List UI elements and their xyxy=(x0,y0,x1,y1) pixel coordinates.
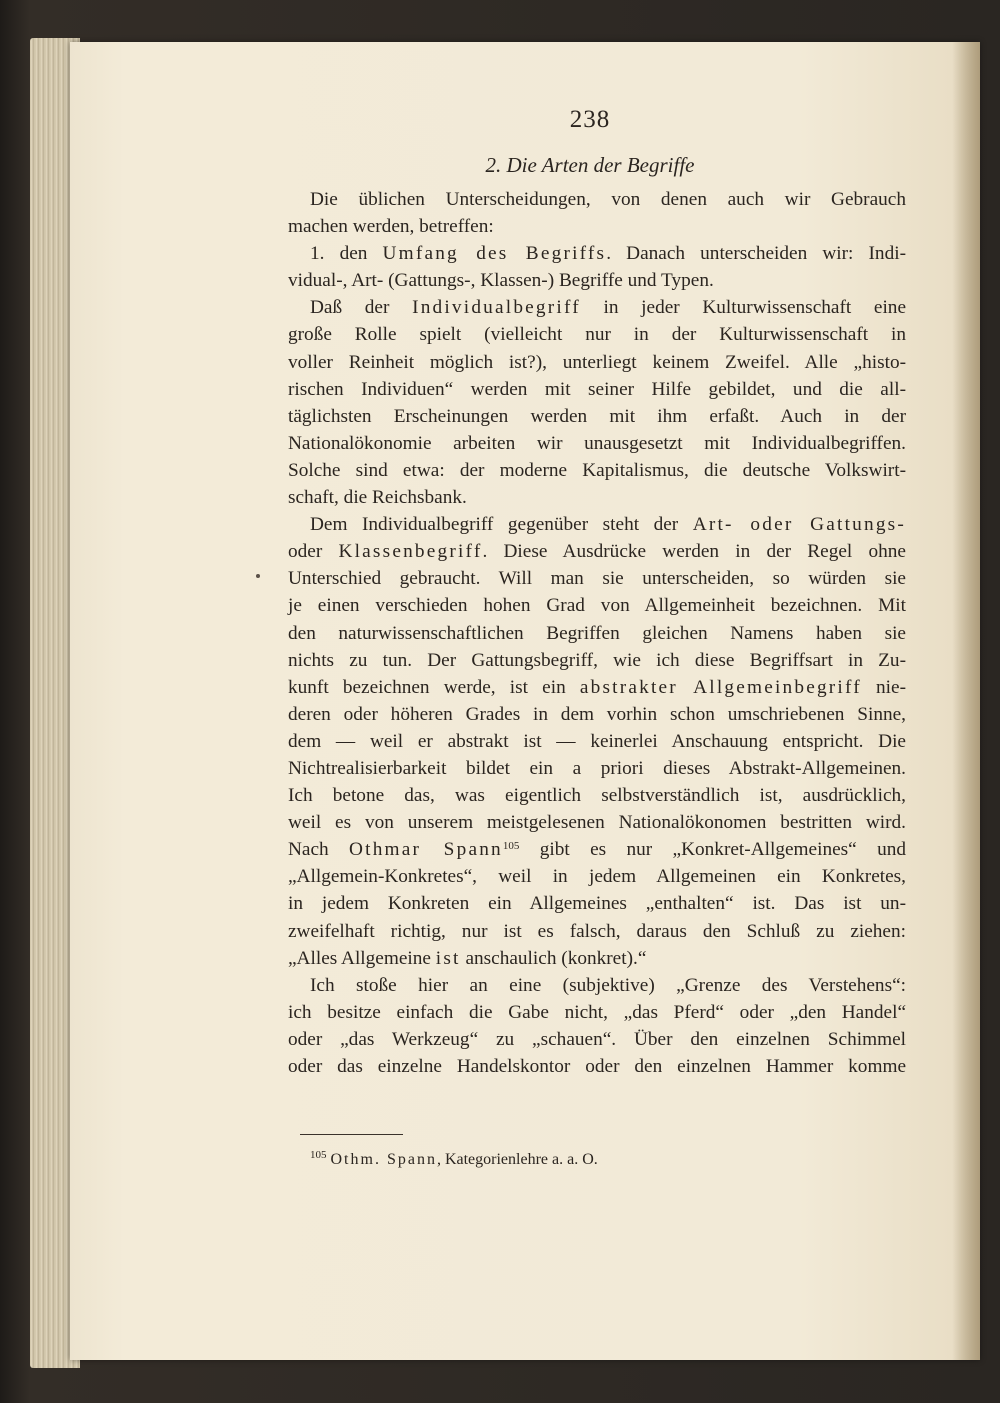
section-title: 2. Die Arten der Begriffe xyxy=(485,153,695,177)
text-line: vidual-, Art- (Gattungs-, Klassen-) Begriffe und Typen. xyxy=(288,270,714,292)
text-line: weil es von unserem meistgelesenen Nationalökonomen bestritten wird. xyxy=(288,812,906,834)
text-run: „Alles Allgemeine xyxy=(288,947,436,969)
text-line xyxy=(288,674,906,701)
text-line: je einen verschieden hohen Grad von Allgemeinheit bezeichnen. Mit xyxy=(288,595,906,617)
spaced-emphasis: Art- oder Gattungs- xyxy=(692,514,906,536)
footnote xyxy=(310,1151,910,1169)
text-run: . Diese Ausdrücke werden in der Regel ohne xyxy=(482,541,906,563)
text-line: Unterschied gebraucht. Will man sie unterscheiden, so würden sie xyxy=(288,568,906,590)
text-run: Daß der xyxy=(310,297,413,319)
text-line xyxy=(288,511,906,538)
text-run: . Danach unterscheiden wir: Indi- xyxy=(606,243,906,265)
text-run: Nach xyxy=(288,839,350,861)
text-line: in jedem Konkreten ein Allgemeines „enthalten“ ist. Das ist un- xyxy=(288,893,906,915)
text-line: Die üblichen Unterscheidungen, von denen auch wir Gebrauch xyxy=(310,189,906,210)
text-line: oder das einzelne Handelskontor oder den einzelnen Hammer komme xyxy=(288,1056,906,1077)
text-line xyxy=(288,836,906,863)
text-run: anschaulich (konkret).“ xyxy=(460,947,647,969)
page-number: 238 xyxy=(569,106,611,133)
footnote-text: , Kategorienlehre a. a. O. xyxy=(436,1151,598,1168)
text-run: gibt es nur „Konkret-Allgemeines“ und xyxy=(519,839,906,861)
text-line: große Rolle spielt (vielleicht nur in der Kulturwissenschaft in xyxy=(288,324,906,346)
text-line: dem — weil er abstrakt ist — keinerlei Anschauung entspricht. Die xyxy=(288,730,906,752)
text-run: Dem Individualbegriff gegenüber steht der xyxy=(310,514,693,536)
text-run: nie- xyxy=(861,676,907,698)
spaced-emphasis: Umfang des Begriffs xyxy=(382,243,607,265)
footnote-reference: 105 xyxy=(502,840,520,853)
text-line: Nationalökonomie arbeiten wir unausgesetzt mit Individualbegriffen. xyxy=(288,432,906,454)
spaced-emphasis: abstrakter Allgemeinbegriff xyxy=(579,676,862,698)
text-line: ich besitze einfach die Gabe nicht, „das Pferd“ oder „den Handel“ xyxy=(288,1001,906,1023)
text-line: deren oder höheren Grades in dem vorhin schon umschriebenen Sinne, xyxy=(288,703,906,725)
text-line: „Allgemein-Konkretes“, weil in jedem Allgemeinen ein Konkretes, xyxy=(288,866,906,888)
spaced-emphasis: Individualbegriff xyxy=(412,297,581,319)
text-line: rischen Individuen“ werden mit seiner Hilfe gebildet, und die all- xyxy=(288,378,906,400)
spaced-emphasis: Klassenbegriff xyxy=(338,541,483,563)
text-run: oder xyxy=(288,541,339,563)
text-line: voller Reinheit möglich ist?), unterliegt keinem Zweifel. Alle „histo- xyxy=(288,351,906,373)
page-spine-shadow xyxy=(952,42,980,1360)
spaced-emphasis: Othmar Spann xyxy=(349,839,503,861)
text-run: 1. den xyxy=(310,243,383,265)
text-line xyxy=(288,945,906,972)
text-line: täglichsten Erscheinungen werden mit ihm erfaßt. Auch in der xyxy=(288,405,906,427)
margin-mark xyxy=(256,574,260,578)
text-run: in jeder Kulturwissenschaft eine xyxy=(580,297,906,319)
text-line: nichts zu tun. Der Gattungsbegriff, wie ich diese Begriffsart in Zu- xyxy=(288,649,906,671)
footnote-rule xyxy=(300,1134,403,1135)
body-text xyxy=(288,186,906,1080)
text-line xyxy=(288,240,906,267)
text-line: zweifelhaft richtig, nur ist es falsch, daraus den Schluß zu ziehen: xyxy=(288,920,906,942)
text-line xyxy=(288,294,906,321)
text-line: schaft, die Reichsbank. xyxy=(288,487,467,509)
text-line: Ich stoße hier an eine (subjektive) „Grenze des Verstehens“: xyxy=(310,974,906,996)
text-line: oder „das Werkzeug“ zu „schauen“. Über den einzelnen Schimmel xyxy=(288,1028,906,1050)
text-line xyxy=(288,538,906,565)
text-run: kunft bezeichnen werde, ist ein xyxy=(288,676,580,698)
footnote-author: Othm. Spann xyxy=(330,1151,437,1168)
spaced-emphasis: ist xyxy=(435,947,461,969)
text-line: Solche sind etwa: der moderne Kapitalismus, die deutsche Volkswirt- xyxy=(288,459,906,481)
text-line: machen werden, betreffen: xyxy=(288,216,494,238)
text-line: Nichtrealisierbarkeit bildet ein a priori dieses Abstrakt-Allgemeinen. xyxy=(288,757,906,779)
footnote-number: 105 xyxy=(310,1149,327,1161)
text-line: den naturwissenschaftlichen Begriffen gleichen Namens haben sie xyxy=(288,622,906,644)
text-line: Ich betone das, was eigentlich selbstverständlich ist, ausdrücklich, xyxy=(288,785,906,807)
